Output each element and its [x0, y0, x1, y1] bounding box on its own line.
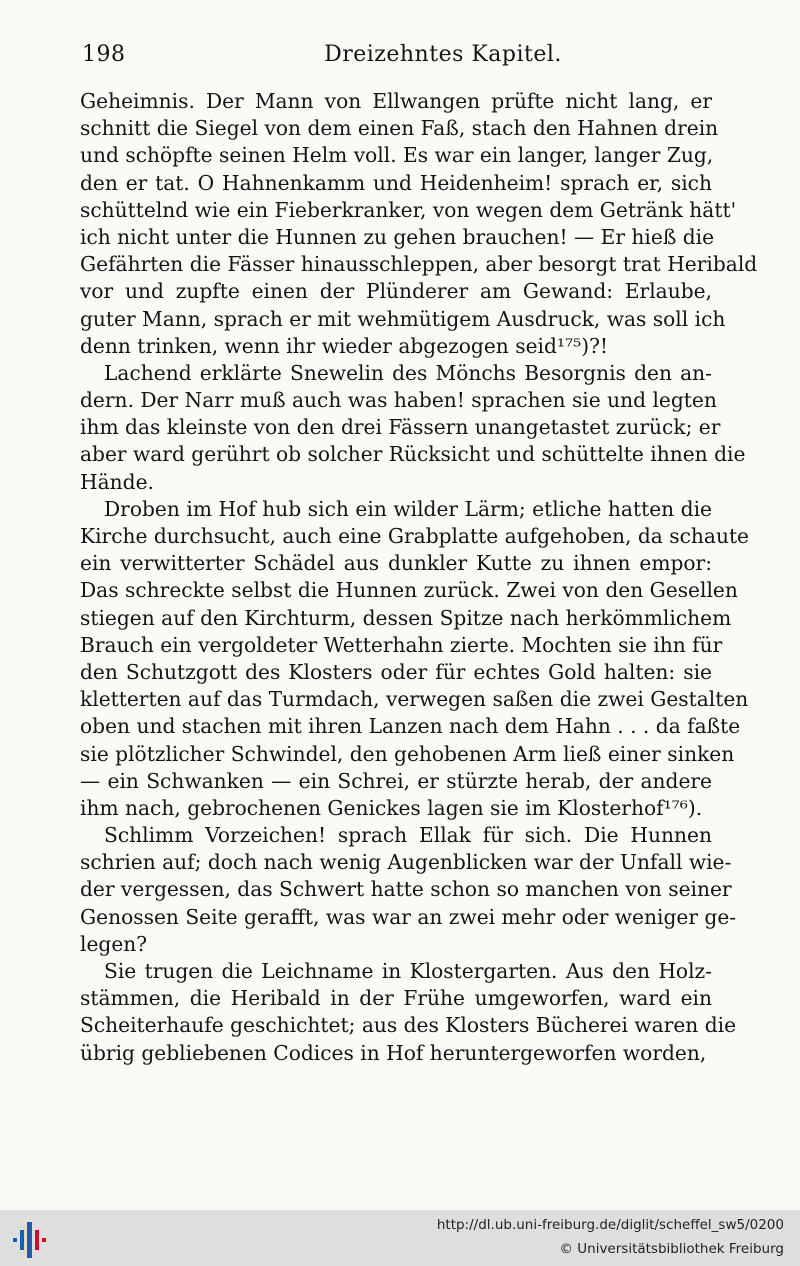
text-line: schnitt die Siegel von dem einen Faß, stach den Hahnen drein	[80, 116, 719, 141]
paragraph	[80, 88, 758, 360]
text-line: denn trinken, wenn ihr wieder abgezogen seid¹⁷⁵)?!	[80, 333, 608, 358]
text-line: guter Mann, sprach er mit wehmütigem Ausdruck, was soll ich	[80, 306, 726, 331]
text-line: Gefährten die Fässer hinausschleppen, aber besorgt trat Heribald	[80, 252, 758, 277]
text-line: Das schreckte selbst die Hunnen zurück. Zwei von den Gesellen	[80, 578, 738, 603]
text-line: aber ward gerührt ob solcher Rücksicht und schüttelte ihnen die	[80, 442, 746, 467]
text-line: oben und stachen mit ihren Lanzen nach dem Hahn . . . da faßte	[80, 714, 741, 739]
text-line: ihm nach, gebrochenen Genickes lagen sie im Klosterhof¹⁷⁶).	[80, 795, 703, 820]
text-line: Schlimm Vorzeichen! sprach Ellak für sich. Die Hunnen	[104, 823, 712, 848]
text-line: Kirche durchsucht, auch eine Grabplatte aufgehoben, da schaute	[80, 524, 750, 548]
copyright-notice: © Universitätsbibliothek Freiburg	[559, 1241, 784, 1257]
page-header	[78, 40, 712, 76]
page-number: 198	[82, 42, 126, 67]
paragraph	[80, 958, 737, 1067]
text-line: Brauch ein vergoldeter Wetterhahn zierte. Mochten sie ihn für	[80, 632, 723, 657]
text-line: dern. Der Narr muß auch was haben! sprachen sie und legten	[80, 388, 717, 413]
paragraph	[80, 360, 746, 496]
text-line: Scheiterhaufe geschichtet; aus des Klosters Bücherei waren die	[80, 1013, 737, 1038]
source-url-link[interactable]: http://dl.ub.uni-freiburg.de/diglit/scheffel_sw5/0200	[436, 1217, 784, 1233]
text-line: schüttelnd wie ein Fieberkranker, von wegen dem Getränk hätt'	[80, 197, 737, 222]
text-line: Geheimnis. Der Mann von Ellwangen prüfte nicht lang, er	[80, 89, 712, 113]
text-line: Lachend erklärte Snewelin des Mönchs Besorgnis den an-	[104, 360, 712, 385]
text-line: — ein Schwanken — ein Schrei, er stürzte herab, der andere	[80, 768, 712, 793]
text-line: der vergessen, das Schwert hatte schon so manchen von seiner	[80, 877, 732, 902]
text-line: legen?	[80, 931, 148, 956]
text-line: Hände.	[80, 469, 154, 494]
text-line: und schöpfte seinen Helm voll. Es war ein langer, langer Zug,	[80, 143, 714, 168]
text-line: kletterten auf das Turmdach, verwegen saßen die zwei Gestalten	[80, 687, 749, 712]
text-line: sie plötzlicher Schwindel, den gehobenen Arm ließ einer sinken	[80, 741, 735, 766]
text-line: ich nicht unter die Hunnen zu gehen brauchen! — Er hieß die	[80, 224, 715, 249]
text-line: stiegen auf den Kirchturm, dessen Spitze nach herkömmlichem	[80, 605, 732, 630]
text-line: Sie trugen die Leichname in Klostergarten. Aus den Holz-	[104, 959, 712, 983]
text-line: übrig gebliebenen Codices in Hof heruntergeworfen worden,	[80, 1040, 707, 1065]
text-line: schrien auf; doch nach wenig Augenblicken war der Unfall wie-	[80, 850, 732, 875]
paragraph	[80, 822, 737, 958]
running-title: Dreizehntes Kapitel.	[324, 42, 562, 67]
text-line: den er tat. O Hahnenkamm und Heidenheim! sprach er, sich	[80, 170, 712, 195]
text-line: stämmen, die Heribald in der Frühe umgeworfen, ward ein	[80, 986, 712, 1011]
ub-freiburg-logo-icon[interactable]	[10, 1218, 50, 1260]
footer-bar	[0, 1210, 800, 1266]
body-text	[80, 88, 758, 1067]
text-line: ihm das kleinste von den drei Fässern unangetastet zurück; er	[80, 415, 721, 440]
text-line: Droben im Hof hub sich ein wilder Lärm; etliche hatten die	[104, 496, 712, 521]
paragraph	[80, 496, 750, 822]
text-line: Genossen Seite gerafft, was war an zwei mehr oder weniger ge-	[80, 904, 737, 929]
text-line: vor und zupfte einen der Plünderer am Gewand: Erlaube,	[80, 279, 712, 304]
text-line: den Schutzgott des Klosters oder für echtes Gold halten: sie	[80, 659, 712, 684]
text-line: ein verwitterter Schädel aus dunkler Kutte zu ihnen empor:	[80, 551, 712, 576]
